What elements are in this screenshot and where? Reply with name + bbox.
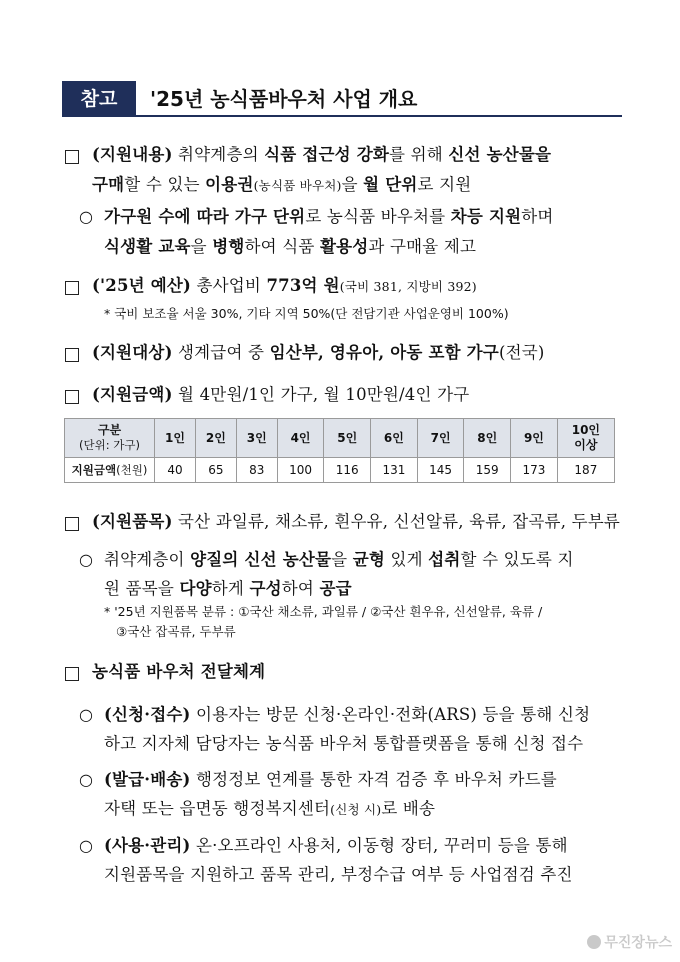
budget-text: 총사업비	[191, 276, 267, 295]
table-cell: 187	[557, 458, 614, 483]
apply-text: 이용자는 방문 신청·온라인·전화(ARS) 등을 통해 신청	[190, 705, 591, 724]
issue-text: 로 배송	[381, 799, 436, 818]
amount-label: (지원금액)	[92, 385, 173, 404]
table-header-cell: 2인	[195, 419, 236, 458]
budget-note: * 국비 보조율 서울 30%, 기타 지역 50%(단 전담기관 사업운영비 100%)	[104, 306, 509, 321]
content-line-2	[92, 171, 471, 200]
header-unit: (단위: 가구)	[79, 438, 140, 452]
content-emph: 구매	[92, 175, 125, 194]
row-unit: (천원)	[116, 463, 148, 477]
target-line	[92, 339, 545, 367]
table-cell: 159	[464, 458, 511, 483]
watermark	[587, 932, 672, 952]
circle-bullet: ○	[79, 836, 93, 855]
items-text: 국산 과일류, 채소류, 흰우유, 신선알류, 육류, 잡곡류, 두부류	[172, 512, 621, 531]
content-emph: 이용권	[205, 175, 254, 194]
table-header-cell: 9인	[511, 419, 558, 458]
table-row	[65, 458, 615, 483]
budget-unit: 억 원	[301, 276, 340, 295]
items-sub-text: 하게	[211, 579, 250, 598]
table-header-cell: 8인	[464, 419, 511, 458]
support-amount-table	[64, 418, 615, 483]
items-sub-emph: 양질의 신선 농산물	[190, 550, 332, 569]
content-emph: 활용성	[319, 237, 369, 256]
issue-text: 행정정보 연계를 통한 자격 검증 후 바우처 카드를	[190, 770, 557, 789]
table-cell: 145	[417, 458, 464, 483]
table-header-cell: 7인	[417, 419, 464, 458]
header-tag: 참고	[62, 81, 136, 117]
budget-line	[92, 272, 477, 301]
items-sub-emph: 구성	[249, 579, 282, 598]
content-emph: 병행	[212, 237, 245, 256]
delivery-heading-text: 농식품 바우처 전달체계	[92, 662, 266, 681]
issue-label: (발급·배송)	[104, 770, 191, 789]
table-cell: 173	[511, 458, 558, 483]
table-header-cell	[557, 419, 614, 458]
content-emph: 식생활 교육	[104, 237, 191, 256]
content-line-1	[92, 141, 551, 169]
items-line	[92, 508, 620, 536]
content-emph: 식품 접근성 강화	[264, 145, 390, 164]
items-sub-text: 을	[331, 550, 353, 569]
items-sub-emph: 공급	[319, 579, 352, 598]
table-cell: 40	[155, 458, 196, 483]
items-sub-line-2	[104, 575, 352, 603]
content-sub-line-1	[104, 203, 554, 231]
header-label: 구분	[97, 423, 122, 437]
delivery-apply-line-2: 하고 지자체 담당자는 농식품 바우처 통합플랫폼을 통해 신청 접수	[104, 734, 584, 753]
budget-label: ('25년 예산)	[92, 276, 191, 295]
watermark-text: 무진장뉴스	[604, 935, 672, 951]
content-text: 를 위해	[389, 145, 449, 164]
content-emph: 신선 농산물을	[448, 145, 552, 164]
target-text: (전국)	[498, 343, 545, 362]
use-label: (사용·관리)	[104, 836, 191, 855]
table-header-cell: 4인	[277, 419, 324, 458]
table-cell: 83	[236, 458, 277, 483]
table-cell: 65	[195, 458, 236, 483]
content-text: 로 농식품 바우처를	[305, 207, 451, 226]
content-detail: (농식품 바우처)	[253, 178, 342, 193]
target-text: 생계급여 중	[172, 343, 270, 362]
table-cell: 131	[371, 458, 418, 483]
items-sub-text: 취약계층이	[104, 550, 191, 569]
header-last-1: 10인	[571, 423, 601, 437]
content-label: (지원내용)	[92, 145, 173, 164]
circle-bullet: ○	[79, 705, 93, 724]
table-header-cell	[65, 419, 155, 458]
circle-bullet: ○	[79, 550, 93, 569]
content-text: 취약계층의	[172, 145, 265, 164]
items-sub-emph: 다양	[179, 579, 212, 598]
content-emph: 가구원 수에 따라 가구 단위	[104, 207, 306, 226]
checkbox-bullet	[65, 517, 79, 531]
watermark-logo-icon	[587, 935, 601, 949]
content-text: 할 수 있는	[124, 175, 206, 194]
table-header-row	[65, 419, 615, 458]
target-emph: 임산부, 영유아, 아동 포함 가구	[269, 343, 499, 362]
checkbox-bullet	[65, 150, 79, 164]
items-note-2: ③국산 잡곡류, 두부류	[116, 624, 236, 639]
content-text: 하여 식품	[244, 237, 320, 256]
issue-text: 자택 또는 읍면동 행정복지센터	[104, 799, 331, 818]
table-cell: 100	[277, 458, 324, 483]
items-sub-emph: 섭취	[428, 550, 461, 569]
content-text: 을	[341, 175, 364, 194]
delivery-issue-line-2	[104, 795, 435, 824]
use-text: 온·오프라인 사용처, 이동형 장터, 꾸러미 등을 통해	[190, 836, 568, 855]
content-text: 로 지원	[417, 175, 472, 194]
items-sub-text: 할 수 있도록 지	[460, 550, 574, 569]
delivery-issue-line-1	[104, 766, 557, 794]
table-row-label	[65, 458, 155, 483]
content-text: 하며	[521, 207, 554, 226]
content-text: 과 구매율 제고	[368, 237, 477, 256]
table-header-cell: 6인	[371, 419, 418, 458]
row-label: 지원금액	[71, 463, 117, 477]
delivery-heading	[92, 658, 265, 686]
target-label: (지원대상)	[92, 343, 173, 362]
content-sub-line-2	[104, 233, 476, 261]
header-last-2: 이상	[574, 438, 598, 452]
budget-detail: (국비 381, 지방비 392)	[339, 279, 477, 294]
items-sub-emph: 균형	[352, 550, 386, 569]
issue-detail: (신청 시)	[330, 802, 382, 817]
table-header-cell: 3인	[236, 419, 277, 458]
checkbox-bullet	[65, 390, 79, 404]
budget-amount: 773	[266, 276, 302, 295]
items-sub-text: 있게	[385, 550, 429, 569]
table-header-cell: 5인	[324, 419, 371, 458]
content-text: 을	[190, 237, 213, 256]
checkbox-bullet	[65, 667, 79, 681]
table-header-cell: 1인	[155, 419, 196, 458]
page-title: '25년 농식품바우처 사업 개요	[150, 87, 418, 111]
delivery-use-line-2: 지원품목을 지원하고 품목 관리, 부정수급 여부 등 사업점검 추진	[104, 865, 573, 884]
content-emph: 차등 지원	[450, 207, 522, 226]
items-sub-line-1	[104, 546, 574, 574]
circle-bullet: ○	[79, 770, 93, 789]
items-label: (지원품목)	[92, 512, 173, 531]
header	[62, 81, 622, 117]
checkbox-bullet	[65, 281, 79, 295]
content-emph: 월 단위	[363, 175, 418, 194]
amount-line	[92, 381, 469, 409]
checkbox-bullet	[65, 348, 79, 362]
apply-label: (신청·접수)	[104, 705, 191, 724]
items-sub-text: 원 품목을	[104, 579, 180, 598]
header-underline	[136, 115, 622, 117]
items-sub-text: 하여	[281, 579, 320, 598]
items-note-1: * '25년 지원품목 분류 : ①국산 채소류, 과일류 / ②국산 흰우유, 신선알류, 육류 /	[104, 604, 543, 619]
table-cell: 116	[324, 458, 371, 483]
circle-bullet: ○	[79, 207, 93, 226]
delivery-apply-line-1	[104, 701, 590, 729]
delivery-use-line-1	[104, 832, 568, 860]
amount-text: 월 4만원/1인 가구, 월 10만원/4인 가구	[172, 385, 470, 404]
